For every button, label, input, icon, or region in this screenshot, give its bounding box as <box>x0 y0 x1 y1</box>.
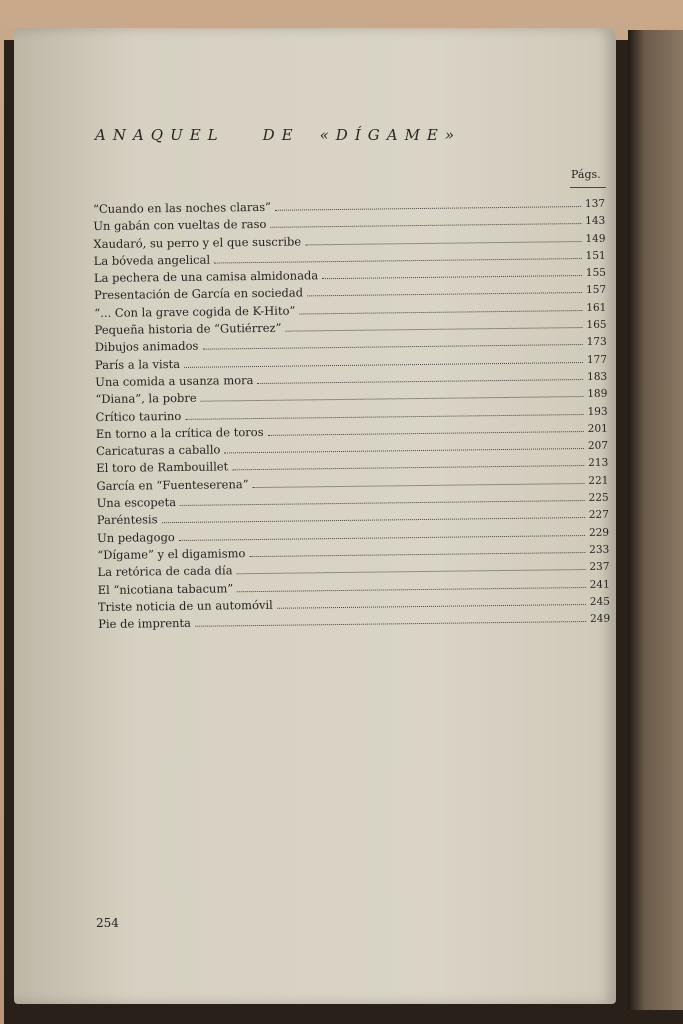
toc-entry-title: Triste noticia de un automóvil <box>97 597 273 614</box>
toc-entry-page: 149 <box>585 232 606 245</box>
toc-entry-page: 233 <box>589 543 610 556</box>
toc-entry-page: 173 <box>586 336 607 349</box>
toc-entry-title: París a la vista <box>94 356 181 372</box>
toc-leader-dots <box>322 266 582 279</box>
toc-leader-dots <box>236 560 585 574</box>
toc-entry-page: 137 <box>584 197 606 210</box>
running-header <box>95 126 615 144</box>
table-of-contents <box>93 196 610 635</box>
toc-entry-page: 201 <box>587 422 608 435</box>
toc-leader-dots <box>202 335 582 350</box>
toc-entry-title: El “nicotiana tabacum” <box>97 580 234 597</box>
toc-entry-page: 165 <box>586 318 607 332</box>
toc-entry-page: 245 <box>589 595 610 608</box>
toc-leader-dots <box>195 612 586 627</box>
pages-column-label: Págs. <box>571 168 601 181</box>
toc-entry-page: 155 <box>585 266 606 280</box>
toc-leader-dots <box>232 456 584 470</box>
toc-entry-title: Paréntesis <box>96 512 158 528</box>
toc-entry-title: El toro de Rambouillet <box>96 459 229 476</box>
toc-entry-page: 143 <box>585 215 606 228</box>
toc-leader-dots <box>270 214 581 228</box>
toc-entry-title: Una escopeta <box>96 495 177 511</box>
toc-entry-title: Una comida a usanza mora <box>95 373 254 389</box>
toc-entry-page: 177 <box>586 353 608 366</box>
toc-entry-page: 249 <box>590 612 611 626</box>
toc-entry-page: 227 <box>588 509 609 522</box>
page-number: 254 <box>96 916 119 930</box>
toc-entry-title: La retórica de cada día <box>97 563 233 580</box>
toc-leader-dots <box>275 197 581 211</box>
toc-leader-dots <box>267 422 583 436</box>
toc-entry-title: “Diana”, la pobre <box>95 391 197 407</box>
facing-page-edge <box>628 30 683 1010</box>
toc-entry-page: 183 <box>587 370 608 383</box>
toc-entry-page: 207 <box>587 439 609 453</box>
toc-entry-title: Pequeña historia de “Gutiérrez” <box>94 320 282 338</box>
toc-entry-title: Xaudaró, su perro y el que suscribe <box>93 234 302 251</box>
toc-leader-dots <box>184 353 583 368</box>
toc-leader-dots <box>180 491 585 506</box>
toc-leader-dots <box>252 474 584 488</box>
toc-entry-title: “... Con la grave cogida de K-Hito” <box>94 303 296 320</box>
toc-entry-title: “Dígame” y el digamismo <box>97 546 246 562</box>
toc-entry-title: Dibujos animados <box>94 339 199 355</box>
toc-leader-dots <box>249 543 585 557</box>
toc-leader-dots <box>237 578 586 592</box>
header-word-3: «DÍGAME» <box>319 126 462 144</box>
toc-entry-page: 161 <box>586 301 607 314</box>
toc-leader-dots <box>224 439 584 453</box>
toc-entry-title: Crítico taurino <box>95 408 182 424</box>
toc-leader-dots <box>185 405 583 420</box>
toc-leader-dots <box>299 301 582 314</box>
toc-entry-page: 157 <box>585 284 607 297</box>
pages-column-rule <box>570 187 606 188</box>
toc-entry-page: 193 <box>587 405 608 418</box>
toc-entry-title: Presentación de García en sociedad <box>94 285 304 303</box>
toc-leader-dots <box>179 526 585 541</box>
toc-entry-page: 237 <box>589 560 610 574</box>
toc-entry-title: La pechera de una camisa almidonada <box>93 268 319 286</box>
toc-entry-title: La bóveda angelical <box>93 252 211 268</box>
toc-leader-dots <box>305 232 581 245</box>
toc-entry-title: Un gabán con vueltas de raso <box>93 217 267 234</box>
toc-leader-dots <box>277 595 586 609</box>
toc-leader-dots <box>307 284 582 297</box>
toc-entry-title: Caricaturas a caballo <box>95 442 221 459</box>
toc-leader-dots <box>285 318 582 332</box>
toc-entry-title: Un pedagogo <box>97 529 175 545</box>
toc-entry-page: 225 <box>588 491 609 505</box>
toc-entry-page: 213 <box>588 457 609 470</box>
toc-entry-page: 151 <box>585 249 606 262</box>
toc-entry-title: “Cuando en las noches claras” <box>93 199 272 216</box>
toc-entry-title: Pie de imprenta <box>98 615 192 632</box>
header-word-2: DE <box>262 126 300 144</box>
header-word-1: ANAQUEL <box>95 126 225 144</box>
toc-leader-dots <box>201 387 584 402</box>
toc-entry-page: 189 <box>587 387 608 401</box>
toc-leader-dots <box>214 249 582 263</box>
toc-entry-page: 241 <box>589 578 610 591</box>
toc-entry-title: García en “Fuenteserena” <box>96 476 249 493</box>
toc-entry-title: En torno a la crítica de toros <box>95 424 264 441</box>
toc-entry-page: 229 <box>588 526 610 539</box>
toc-leader-dots <box>257 370 583 384</box>
toc-entry-page: 221 <box>588 474 609 487</box>
